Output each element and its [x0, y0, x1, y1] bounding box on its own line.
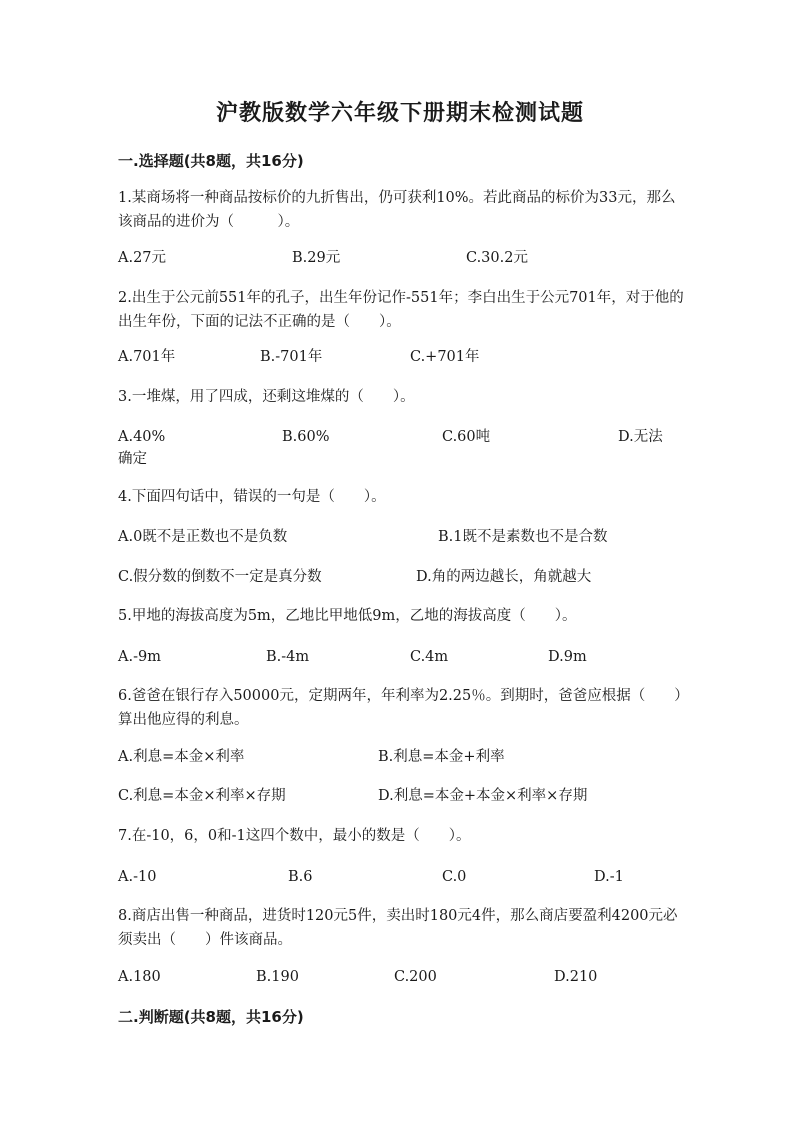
option-a: A.180 [118, 969, 161, 985]
option-d: D.利息=本金+本金×利率×存期 [378, 788, 588, 804]
option-a: A.701年 [118, 349, 176, 365]
section-heading-choice: 一.选择题(共8题，共16分) [118, 152, 304, 170]
option-c: C.0 [442, 869, 467, 885]
option-a: A.-10 [118, 869, 157, 885]
question-5-options [118, 645, 684, 669]
option-a: A.27元 [118, 250, 167, 266]
question-6-options-row1 [118, 745, 684, 769]
question-4: 4.下面四句话中，错误的一句是（ ）。 [118, 489, 386, 505]
option-a: A.-9m [118, 649, 161, 665]
question-8: 8.商店出售一种商品，进货时120元5件，卖出时180元4件，那么商店要盈利4200元必须卖出（ ）件该商品。 [118, 908, 678, 948]
option-c: C.30.2元 [466, 250, 528, 266]
question-6-options-row2 [118, 784, 684, 808]
question-7: 7.在-10，6，0和-1这四个数中，最小的数是（ ）。 [118, 828, 471, 844]
option-c: C.200 [394, 969, 437, 985]
option-c: C.+701年 [410, 349, 480, 365]
page-title: 沪教版数学六年级下册期末检测试题 [215, 101, 584, 126]
option-d: D.-1 [594, 869, 624, 885]
option-c: C.假分数的倒数不一定是真分数 [118, 569, 322, 585]
question-2: 2.出生于公元前551年的孔子，出生年份记作-551年；李白出生于公元701年，对于他的出生年份，下面的记法不正确的是（ ）。 [118, 290, 684, 330]
question-2-options [118, 345, 684, 369]
option-d: D.无法 [618, 429, 663, 445]
option-d-wrap: 确定 [118, 451, 147, 467]
question-4-options-row2 [118, 565, 684, 589]
option-b: B.60% [282, 429, 330, 445]
question-1: 1.某商场将一种商品按标价的九折售出，仍可获利10%。若此商品的标价为33元，那么该商品的进价为（ ）。 [118, 190, 676, 230]
option-b: B.利息=本金+利率 [378, 749, 505, 765]
option-b: B.1既不是素数也不是合数 [438, 529, 608, 545]
question-5: 5.甲地的海拔高度为5m，乙地比甲地低9m，乙地的海拔高度（ ）。 [118, 608, 577, 624]
question-6: 6.爸爸在银行存入50000元，定期两年，年利率为2.25％。到期时，爸爸应根据（ ）算出他应得的利息。 [118, 688, 682, 728]
option-d: D.9m [548, 649, 587, 665]
question-7-options [118, 865, 684, 889]
option-a: A.40% [118, 429, 166, 445]
option-c: C.4m [410, 649, 449, 665]
option-c: C.利息=本金×利率×存期 [118, 788, 286, 804]
option-c: C.60吨 [442, 429, 491, 445]
option-b: B.6 [288, 869, 313, 885]
option-b: B.-4m [266, 649, 310, 665]
option-b: B.29元 [292, 250, 341, 266]
question-1-options [118, 246, 684, 270]
option-a: A.0既不是正数也不是负数 [118, 529, 288, 545]
option-b: B.190 [256, 969, 299, 985]
option-b: B.-701年 [260, 349, 323, 365]
option-a: A.利息=本金×利率 [118, 749, 245, 765]
question-3-options [118, 425, 684, 449]
option-d: D.210 [554, 969, 598, 985]
option-d: D.角的两边越长，角就越大 [416, 569, 592, 585]
section-heading-judgement: 二.判断题(共8题，共16分) [118, 1008, 304, 1026]
question-4-options-row1 [118, 525, 684, 549]
question-8-options [118, 965, 684, 989]
question-3: 3.一堆煤，用了四成，还剩这堆煤的（ ）。 [118, 389, 415, 405]
